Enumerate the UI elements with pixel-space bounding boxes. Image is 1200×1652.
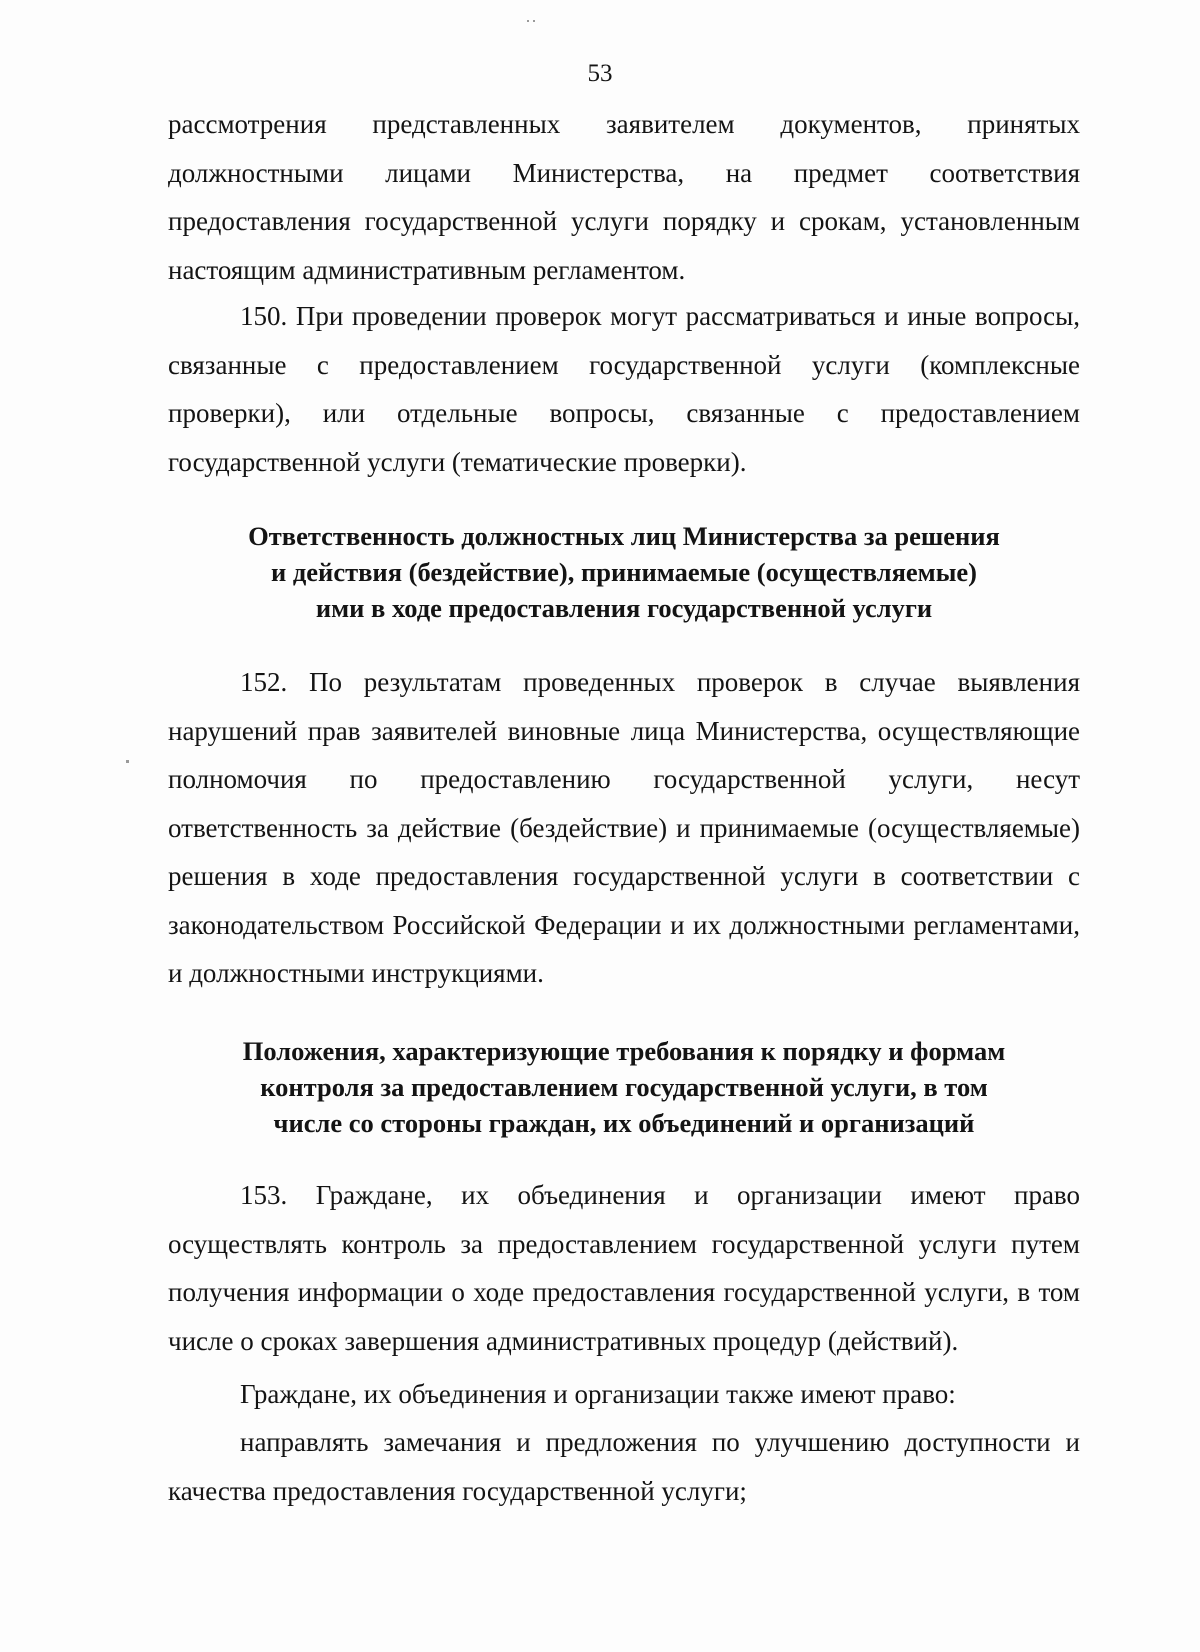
section-heading-control bbox=[168, 1033, 1080, 1141]
paragraph-direct: направлять замечания и предложения по улучшению доступности и качества предоставления государственной услуги; bbox=[168, 1427, 1080, 1506]
paragraph-150-block bbox=[168, 292, 1080, 486]
paragraph-152-block bbox=[168, 658, 1080, 998]
paragraph-150: 150. При проведении проверок могут рассматриваться и иные вопросы, связанные с предоставлением государственной услуги (комплексные проверки), или отдельные вопросы, связанные с предоставлением государственной услуги (тематические проверки). bbox=[168, 301, 1080, 477]
scan-speck bbox=[533, 20, 535, 22]
heading-line: ими в ходе предоставления государственной услуги bbox=[315, 593, 933, 623]
heading-line: контроля за предоставлением государственной услуги, в том bbox=[260, 1072, 988, 1102]
paragraph-continuation-block bbox=[168, 100, 1080, 294]
paragraph-continuation: рассмотрения представленных заявителем документов, принятых должностными лицами Министерства, на предмет соответствия предоставления государственной услуги порядку и срокам, установленным настоящим административным регламентом. bbox=[168, 109, 1080, 285]
paragraph-152: 152. По результатам проведенных проверок в случае выявления нарушений прав заявителей виновные лица Министерства, осуществляющие полномочия по предоставлению государственной услуги, несут ответственность за действие (бездействие) и принимаемые (осуществляемые) решения в ходе предоставления государственной услуги в соответствии с законодательством Российской Федерации и их должностными регламентами, и должностными инструкциями. bbox=[168, 667, 1080, 988]
paragraph-direct-block bbox=[168, 1418, 1080, 1515]
paragraph-153: 153. Граждане, их объединения и организации имеют право осуществлять контроль за предоставлением государственной услуги путем получения информации о ходе предоставления государственной услуги, в том числе о сроках завершения административных процедур (действий). bbox=[168, 1180, 1080, 1356]
paragraph-rights: Граждане, их объединения и организации также имеют право: bbox=[240, 1379, 956, 1409]
scan-speck bbox=[126, 760, 129, 763]
heading-line: Ответственность должностных лиц Министерства за решения bbox=[248, 521, 1000, 551]
paragraph-rights-block bbox=[168, 1370, 1080, 1419]
scan-speck bbox=[527, 20, 529, 22]
paragraph-153-block bbox=[168, 1171, 1080, 1365]
heading-line: числе со стороны граждан, их объединений и организаций bbox=[273, 1108, 975, 1138]
section-heading-responsibility bbox=[168, 518, 1080, 626]
heading-line: Положения, характеризующие требования к порядку и формам bbox=[242, 1036, 1006, 1066]
page-number: 53 bbox=[587, 60, 613, 87]
heading-line: и действия (бездействие), принимаемые (осуществляемые) bbox=[271, 557, 977, 587]
